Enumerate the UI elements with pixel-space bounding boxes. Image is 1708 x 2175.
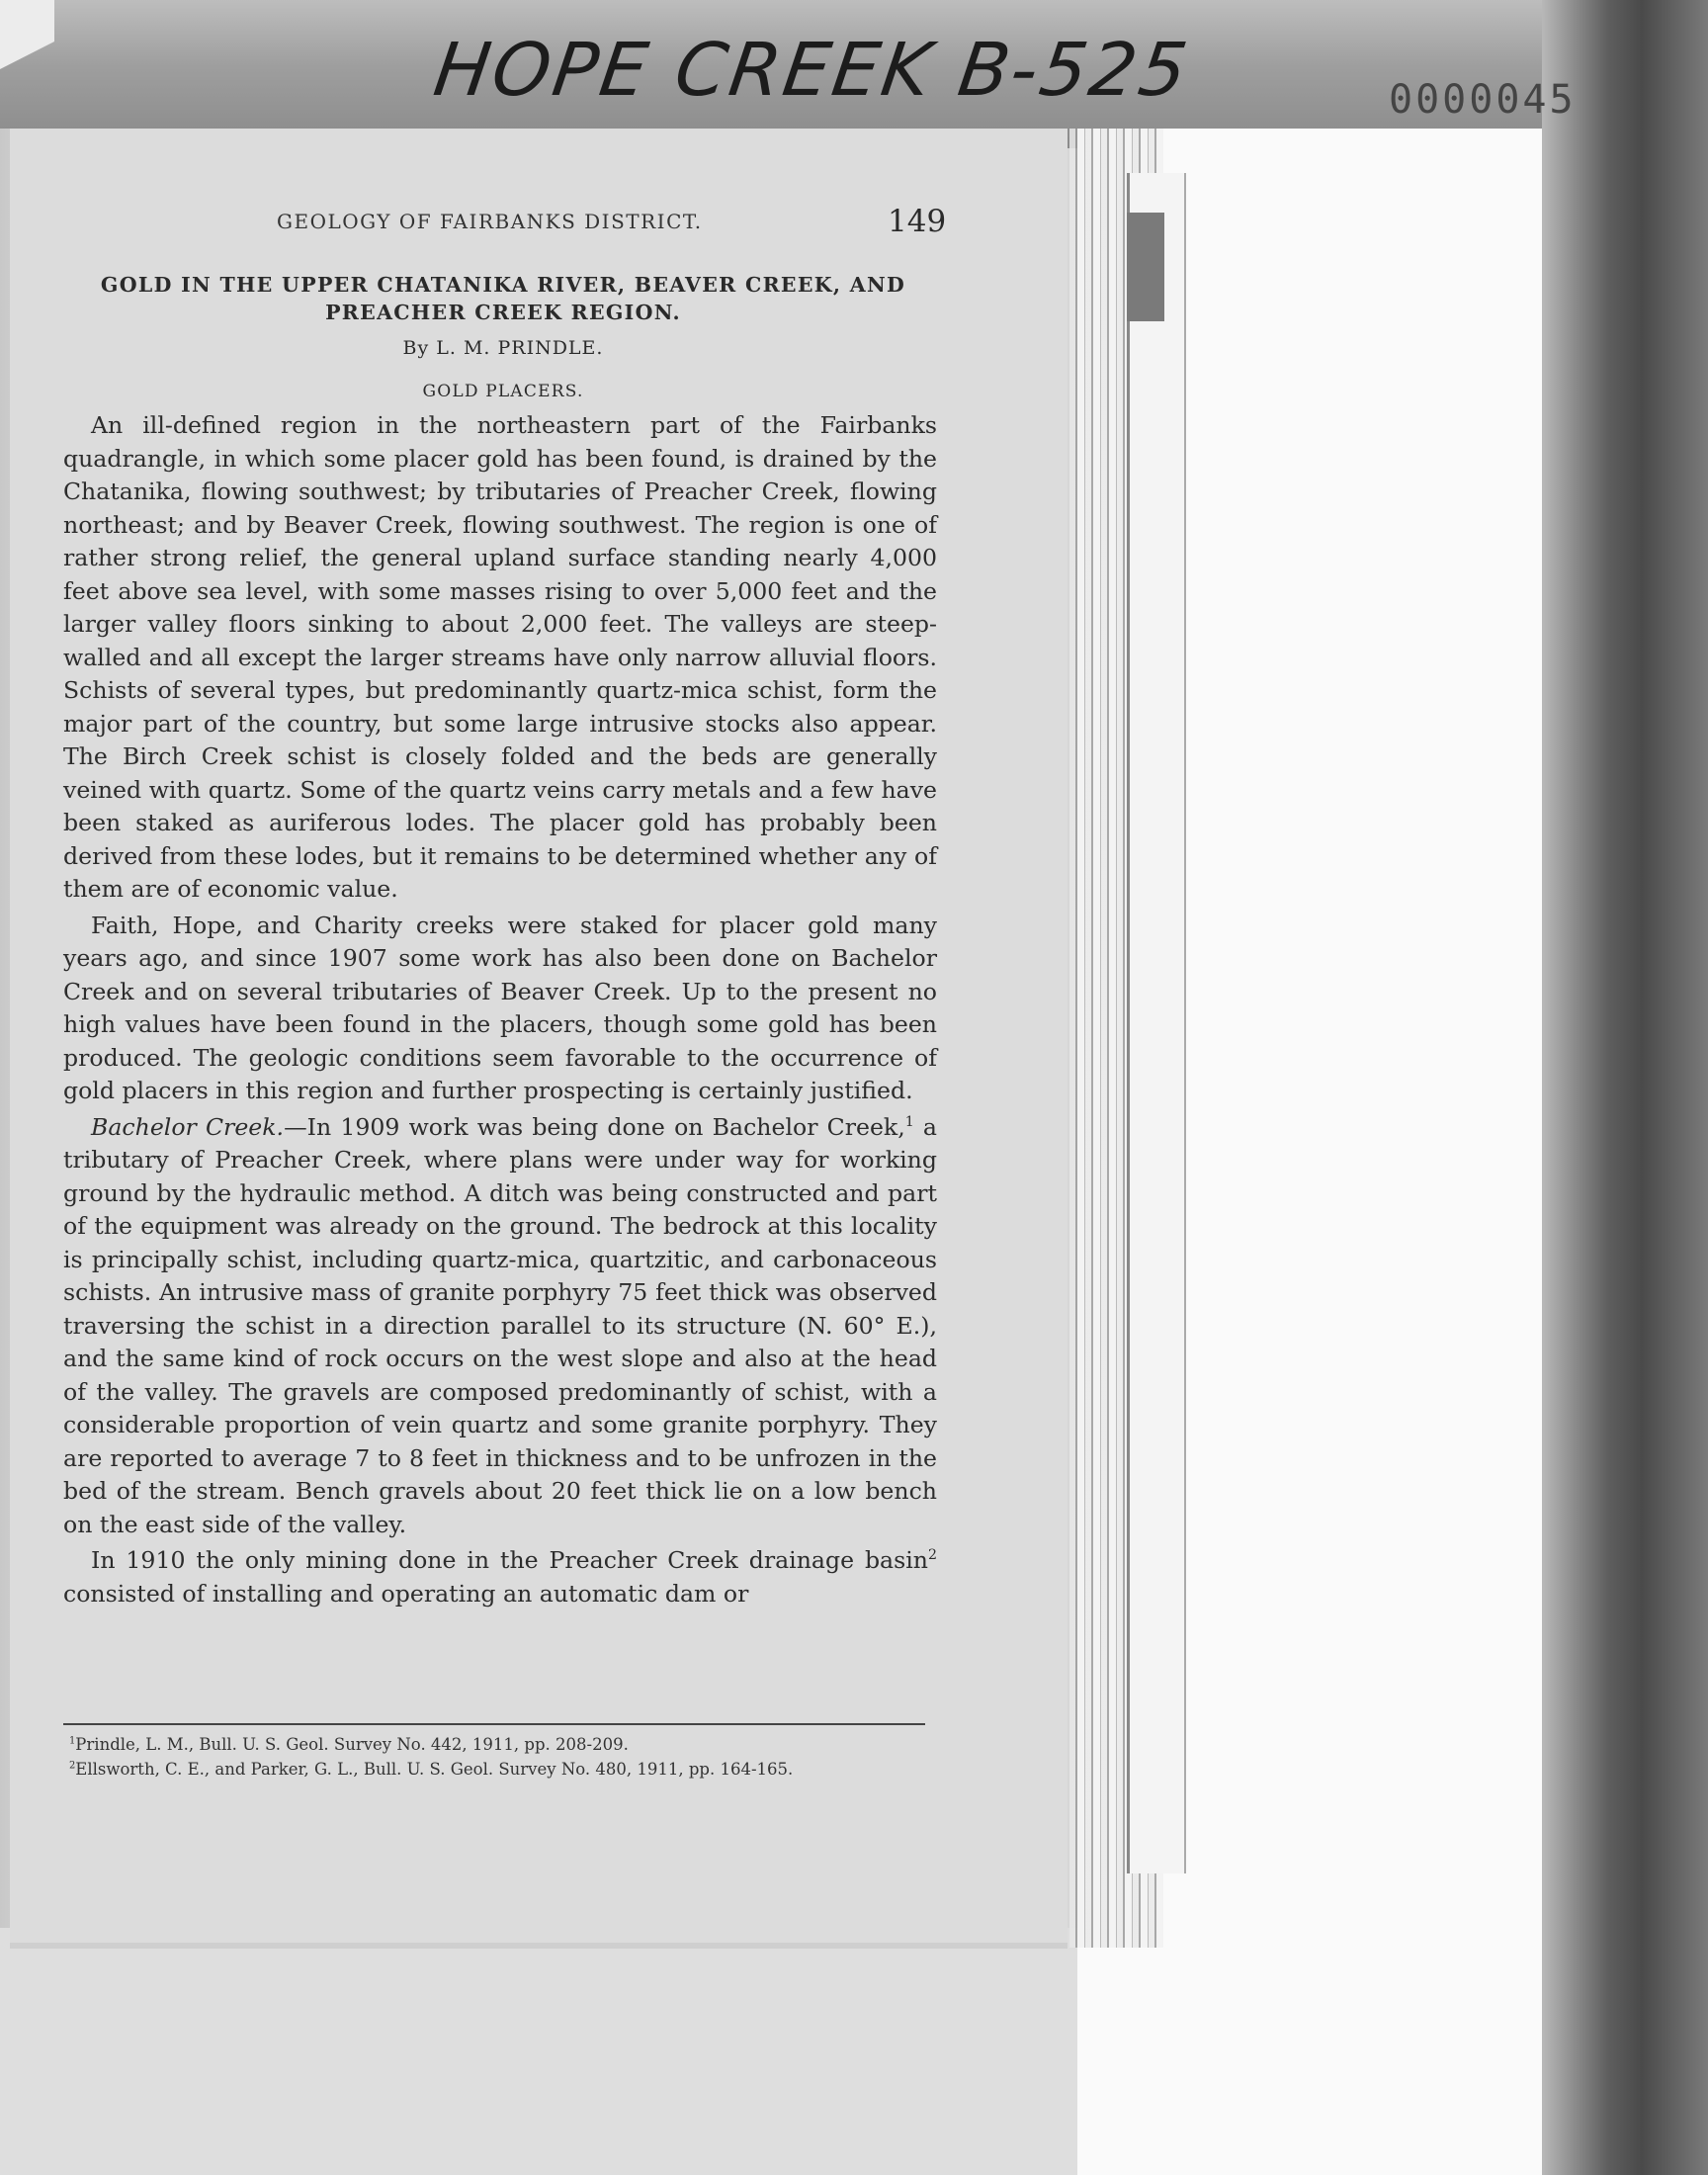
paragraph-3-text-b: a tributary of Preacher Creek, where plans were under way for working ground by the hydraulic method. A ditch was being constructed and part of the equipment was already on the ground. The bedrock at this locality is principally schist, including quartz-mica, quartzitic, and carbonaceous schists. An intrusive mass of granite porphyry 75 feet thick was observed traversing the schist in a direction parallel to its structure (N. 60° E.), and the same kind of rock occurs on the west slope and also at the head of the valley. The gravels are composed predominantly of schist, with a considerable proportion of vein quartz and some granite porphyry. They are reported to average 7 to 8 feet in thickness and to be unfrozen in the bed of the stream. Bench gravels about 20 feet thick lie on a low bench on the east side of the valley.	[63, 1112, 937, 1538]
paragraph-4-text-b: consisted of installing and operating an automatic dam or	[63, 1579, 749, 1608]
paragraph-4-text-a: In 1910 the only mining done in the Preacher Creek drainage basin	[91, 1546, 928, 1574]
paragraph-2: Faith, Hope, and Charity creeks were staked for placer gold many years ago, and since 1907 some work has also been done on Bachelor Creek and on several tributaries of Beaver Creek. Up to the present no high values have been found in the placers, though some gold has been produced. The geologic conditions seem favorable to the occurrence of gold placers in this region and further prospecting is certainly justified.	[63, 911, 937, 1104]
page-number: 149	[888, 204, 947, 239]
paragraph-lead: Bachelor Creek.	[91, 1112, 285, 1141]
binding-clip	[1127, 173, 1186, 1873]
byline: By L. M. PRINDLE.	[402, 337, 604, 359]
footnote-1	[63, 1732, 937, 1757]
footnotes	[63, 1732, 937, 1782]
paragraph-3-text-a: —In 1909 work was being done on Bachelor Creek,	[284, 1112, 905, 1141]
paragraph-3	[63, 1111, 937, 1542]
footnote-mark-2: 2	[69, 1760, 76, 1772]
footnote-ref-1: 1	[904, 1113, 914, 1130]
title-line-1: GOLD IN THE UPPER CHATANIKA RIVER, BEAVER CREEK, AND	[100, 273, 906, 297]
section-heading: GOLD PLACERS.	[422, 382, 584, 401]
binding-clip-mark	[1127, 213, 1164, 321]
article-title	[63, 271, 943, 326]
paragraph-1: An ill-defined region in the northeastern part of the Fairbanks quadrangle, in which some placer gold has been found, is drained by the Chatanika, flowing southwest; by tributaries of Preacher Creek, flowing northeast; and by Beaver Creek, flowing southwest. The region is one of rather strong relief, the general upland surface standing nearly 4,000 feet above sea level, with some masses rising to over 5,000 feet and the larger valley floors sinking to about 2,000 feet. The valleys are steep-walled and all except the larger streams have only narrow alluvial floors. Schists of several types, but predominantly quartz-mica schist, form the major part of the country, but some large intrusive stocks also appear. The Birch Creek schist is closely folded and the beds are generally veined with quartz. Some of the quartz veins carry metals and a few have been staked as auriferous lodes. The placer gold has probably been derived from these lodes, but it remains to be determined whether any of them are of economic value.	[63, 411, 937, 903]
handwritten-label: HOPE CREEK B-525	[428, 28, 1195, 113]
footnote-mark-1: 1	[69, 1735, 76, 1747]
article-body	[63, 409, 937, 1613]
paragraph-4	[63, 1544, 937, 1610]
footnote-2	[63, 1757, 937, 1782]
running-head: GEOLOGY OF FAIRBANKS DISTRICT.	[277, 210, 703, 233]
title-line-2: PREACHER CREEK REGION.	[325, 301, 681, 324]
footnote-2-text: Ellsworth, C. E., and Parker, G. L., Bull. U. S. Geol. Survey No. 480, 1911, pp. 164-165.	[75, 1760, 794, 1779]
footnote-1-text: Prindle, L. M., Bull. U. S. Geol. Survey No. 442, 1911, pp. 208-209.	[75, 1735, 629, 1754]
document-number: 0000045	[1389, 77, 1577, 123]
scan-bottom-area	[0, 1928, 1077, 2175]
scan-right-edge	[1542, 0, 1708, 2175]
footnote-rule	[63, 1723, 925, 1725]
footnote-ref-2: 2	[927, 1547, 937, 1564]
